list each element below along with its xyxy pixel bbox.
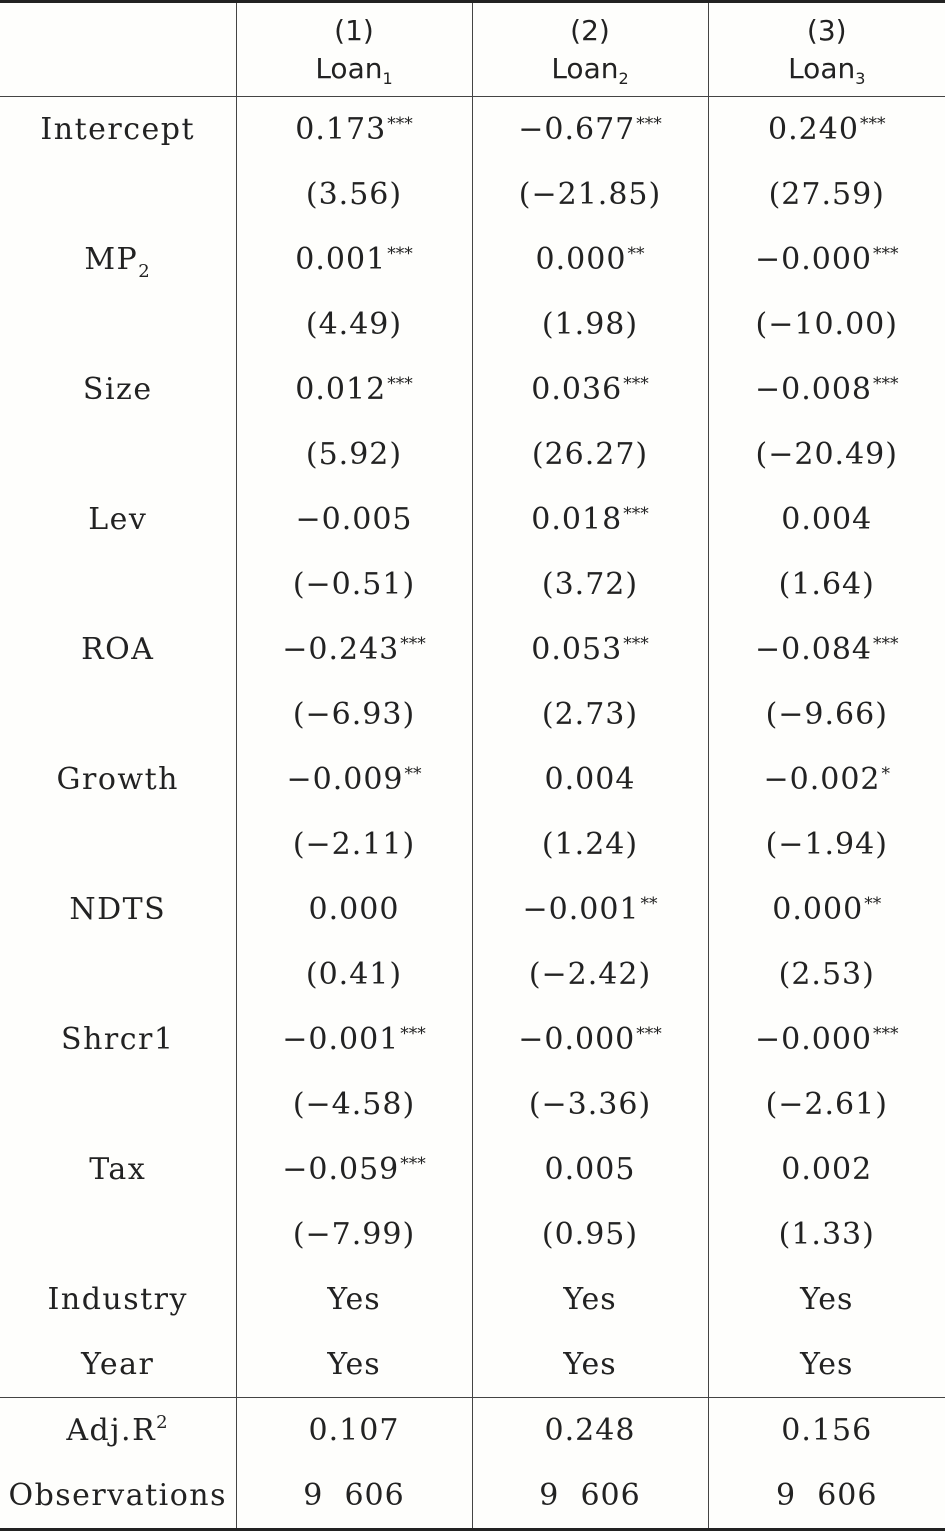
coefficient-row: [0, 877, 945, 942]
coefficient-cell: [472, 1007, 708, 1072]
t-statistic-cell: (−2.61): [708, 1072, 945, 1137]
variable-label: NDTS: [69, 892, 166, 927]
control-row: [0, 1267, 945, 1332]
control-value: Yes: [236, 1332, 472, 1398]
coefficient-value: −0.000: [518, 1022, 635, 1057]
statistic-value: 9 606: [472, 1463, 708, 1530]
header-row: [0, 2, 945, 97]
t-statistic-cell: (2.73): [472, 682, 708, 747]
variable-name: [0, 877, 236, 942]
t-statistic-cell: (4.49): [236, 292, 472, 357]
significance-stars: **: [627, 244, 644, 264]
coefficient-cell: [708, 227, 945, 292]
statistic-name: [0, 1463, 236, 1530]
significance-stars: **: [864, 894, 881, 914]
variable-name: [0, 97, 236, 163]
coefficient-value: −0.677: [518, 112, 635, 147]
t-statistic-row: [0, 942, 945, 1007]
statistic-superscript: 2: [156, 1412, 169, 1433]
coefficient-cell: [472, 227, 708, 292]
variable-label: Tax: [89, 1152, 146, 1187]
coefficient-cell: [236, 1007, 472, 1072]
coefficient-value: −0.002: [763, 762, 880, 797]
coefficient-cell: [708, 1137, 945, 1202]
significance-stars: ***: [400, 1154, 426, 1174]
coefficient-cell: [472, 97, 708, 163]
coefficient-value: 0.173: [295, 112, 386, 147]
coefficient-cell: [472, 747, 708, 812]
coefficient-cell: [472, 617, 708, 682]
significance-stars: ***: [636, 114, 662, 134]
dependent-variable-subscript: 2: [618, 69, 628, 88]
significance-stars: ***: [636, 1024, 662, 1044]
column-number: (3): [709, 12, 945, 50]
column-number: (2): [473, 12, 708, 50]
coefficient-value: 0.000: [309, 892, 400, 927]
dependent-variable-subscript: 3: [855, 69, 865, 88]
empty-stub-cell: [0, 1072, 236, 1137]
coefficient-cell: [708, 617, 945, 682]
coefficient-value: −0.059: [282, 1152, 399, 1187]
column-header: [708, 2, 945, 97]
coefficient-row: [0, 357, 945, 422]
coefficient-row: [0, 227, 945, 292]
statistic-row: [0, 1463, 945, 1530]
t-statistic-cell: (2.53): [708, 942, 945, 1007]
coefficient-cell: [236, 487, 472, 552]
t-statistic-row: [0, 292, 945, 357]
significance-stars: ***: [400, 1024, 426, 1044]
significance-stars: **: [405, 764, 422, 784]
t-statistic-cell: (3.72): [472, 552, 708, 617]
coefficient-cell: [236, 747, 472, 812]
t-statistic-row: [0, 682, 945, 747]
control-value: Yes: [472, 1332, 708, 1398]
coefficient-cell: [236, 877, 472, 942]
coefficient-value: −0.000: [755, 1022, 872, 1057]
coefficient-cell: [708, 357, 945, 422]
t-statistic-cell: (−21.85): [472, 162, 708, 227]
dependent-variable: Loan$_2$: [473, 50, 708, 88]
control-value: Yes: [708, 1267, 945, 1332]
coefficient-row: [0, 487, 945, 552]
empty-stub-cell: [0, 552, 236, 617]
significance-stars: ***: [873, 634, 899, 654]
coefficient-row: [0, 617, 945, 682]
coefficient-cell: [708, 747, 945, 812]
t-statistic-cell: (−0.51): [236, 552, 472, 617]
coefficient-cell: [708, 487, 945, 552]
t-statistic-cell: (1.98): [472, 292, 708, 357]
coefficient-value: 0.005: [545, 1152, 636, 1187]
variable-label: Intercept: [40, 112, 195, 147]
variable-label: Shrcr1: [61, 1022, 174, 1057]
coefficient-cell: [472, 1137, 708, 1202]
coefficient-value: −0.084: [755, 632, 872, 667]
significance-stars: **: [641, 894, 658, 914]
coefficient-value: 0.004: [781, 502, 872, 537]
t-statistic-cell: (1.24): [472, 812, 708, 877]
variable-label: Growth: [57, 762, 179, 797]
t-statistic-cell: (−2.11): [236, 812, 472, 877]
control-value: Yes: [236, 1267, 472, 1332]
coefficient-row: [0, 1137, 945, 1202]
t-statistic-cell: (1.64): [708, 552, 945, 617]
variable-label: Lev: [88, 502, 147, 537]
coefficient-value: 0.053: [531, 632, 622, 667]
significance-stars: ***: [387, 374, 413, 394]
variable-name: [0, 357, 236, 422]
t-statistic-cell: (−3.36): [472, 1072, 708, 1137]
coefficient-value: −0.243: [282, 632, 399, 667]
coefficient-value: −0.000: [755, 242, 872, 277]
statistic-value: 9 606: [708, 1463, 945, 1530]
coefficient-value: −0.001: [282, 1022, 399, 1057]
significance-stars: ***: [400, 634, 426, 654]
statistic-label: Observations: [8, 1478, 227, 1513]
table-body: [0, 97, 945, 1530]
empty-stub-cell: [0, 682, 236, 747]
control-name: Year: [0, 1332, 236, 1398]
t-statistic-cell: (0.41): [236, 942, 472, 1007]
column-header: [472, 2, 708, 97]
coefficient-value: 0.004: [545, 762, 636, 797]
coefficient-value: 0.001: [295, 242, 386, 277]
coefficient-cell: [236, 1137, 472, 1202]
significance-stars: ***: [623, 504, 649, 524]
t-statistic-row: [0, 1202, 945, 1267]
t-statistic-row: [0, 422, 945, 487]
header-stub: [0, 2, 236, 97]
t-statistic-cell: (−20.49): [708, 422, 945, 487]
significance-stars: ***: [873, 374, 899, 394]
coefficient-value: 0.002: [781, 1152, 872, 1187]
coefficient-value: 0.036: [531, 372, 622, 407]
coefficient-value: 0.012: [295, 372, 386, 407]
variable-label: Size: [83, 372, 153, 407]
control-value: Yes: [708, 1332, 945, 1398]
significance-stars: ***: [623, 374, 649, 394]
coefficient-row: [0, 747, 945, 812]
significance-stars: ***: [387, 244, 413, 264]
t-statistic-row: [0, 162, 945, 227]
control-name: Industry: [0, 1267, 236, 1332]
statistic-value: 0.107: [236, 1398, 472, 1464]
variable-label: ROA: [81, 632, 154, 667]
empty-stub-cell: [0, 292, 236, 357]
variable-name: [0, 617, 236, 682]
statistic-name: [0, 1398, 236, 1464]
coefficient-value: 0.240: [768, 112, 859, 147]
statistic-label: Adj.R: [66, 1413, 156, 1448]
statistic-row: [0, 1398, 945, 1464]
statistic-value: 9 606: [236, 1463, 472, 1530]
t-statistic-cell: (27.59): [708, 162, 945, 227]
t-statistic-row: [0, 552, 945, 617]
statistic-value: 0.248: [472, 1398, 708, 1464]
dependent-variable-subscript: 1: [382, 69, 392, 88]
empty-stub-cell: [0, 422, 236, 487]
t-statistic-row: [0, 1072, 945, 1137]
coefficient-value: −0.005: [295, 502, 412, 537]
column-number: (1): [237, 12, 472, 50]
significance-stars: ***: [623, 634, 649, 654]
control-row: [0, 1332, 945, 1398]
coefficient-value: 0.018: [531, 502, 622, 537]
t-statistic-cell: (−4.58): [236, 1072, 472, 1137]
statistic-value: 0.156: [708, 1398, 945, 1464]
coefficient-value: −0.001: [522, 892, 639, 927]
significance-stars: ***: [860, 114, 886, 134]
t-statistic-cell: (5.92): [236, 422, 472, 487]
empty-stub-cell: [0, 1202, 236, 1267]
coefficient-row: [0, 97, 945, 163]
coefficient-cell: [708, 877, 945, 942]
dependent-variable: Loan$_1$: [237, 50, 472, 88]
variable-name: [0, 1137, 236, 1202]
significance-stars: ***: [387, 114, 413, 134]
t-statistic-cell: (−9.66): [708, 682, 945, 747]
t-statistic-cell: (−7.99): [236, 1202, 472, 1267]
coefficient-value: 0.000: [772, 892, 863, 927]
coefficient-cell: [236, 617, 472, 682]
variable-subscript: 2: [138, 261, 151, 282]
t-statistic-cell: (26.27): [472, 422, 708, 487]
coefficient-value: −0.009: [286, 762, 403, 797]
significance-stars: ***: [873, 244, 899, 264]
coefficient-cell: [236, 227, 472, 292]
coefficient-cell: [472, 357, 708, 422]
coefficient-row: [0, 1007, 945, 1072]
empty-stub-cell: [0, 812, 236, 877]
variable-name: [0, 1007, 236, 1072]
coefficient-cell: [472, 487, 708, 552]
t-statistic-cell: (−10.00): [708, 292, 945, 357]
column-header: [236, 2, 472, 97]
coefficient-value: 0.000: [536, 242, 627, 277]
t-statistic-cell: (0.95): [472, 1202, 708, 1267]
empty-stub-cell: [0, 942, 236, 1007]
coefficient-cell: [236, 97, 472, 163]
dependent-variable: Loan$_3$: [709, 50, 945, 88]
t-statistic-cell: (−1.94): [708, 812, 945, 877]
variable-name: [0, 487, 236, 552]
significance-stars: *: [882, 764, 891, 784]
coefficient-value: −0.008: [755, 372, 872, 407]
t-statistic-cell: (−2.42): [472, 942, 708, 1007]
empty-stub-cell: [0, 162, 236, 227]
coefficient-cell: [708, 1007, 945, 1072]
coefficient-cell: [708, 97, 945, 163]
t-statistic-cell: (−6.93): [236, 682, 472, 747]
significance-stars: ***: [873, 1024, 899, 1044]
t-statistic-cell: (1.33): [708, 1202, 945, 1267]
t-statistic-row: [0, 812, 945, 877]
variable-label: MP: [84, 242, 138, 277]
variable-name: [0, 747, 236, 812]
variable-name: [0, 227, 236, 292]
control-value: Yes: [472, 1267, 708, 1332]
coefficient-cell: [472, 877, 708, 942]
t-statistic-cell: (3.56): [236, 162, 472, 227]
coefficient-cell: [236, 357, 472, 422]
